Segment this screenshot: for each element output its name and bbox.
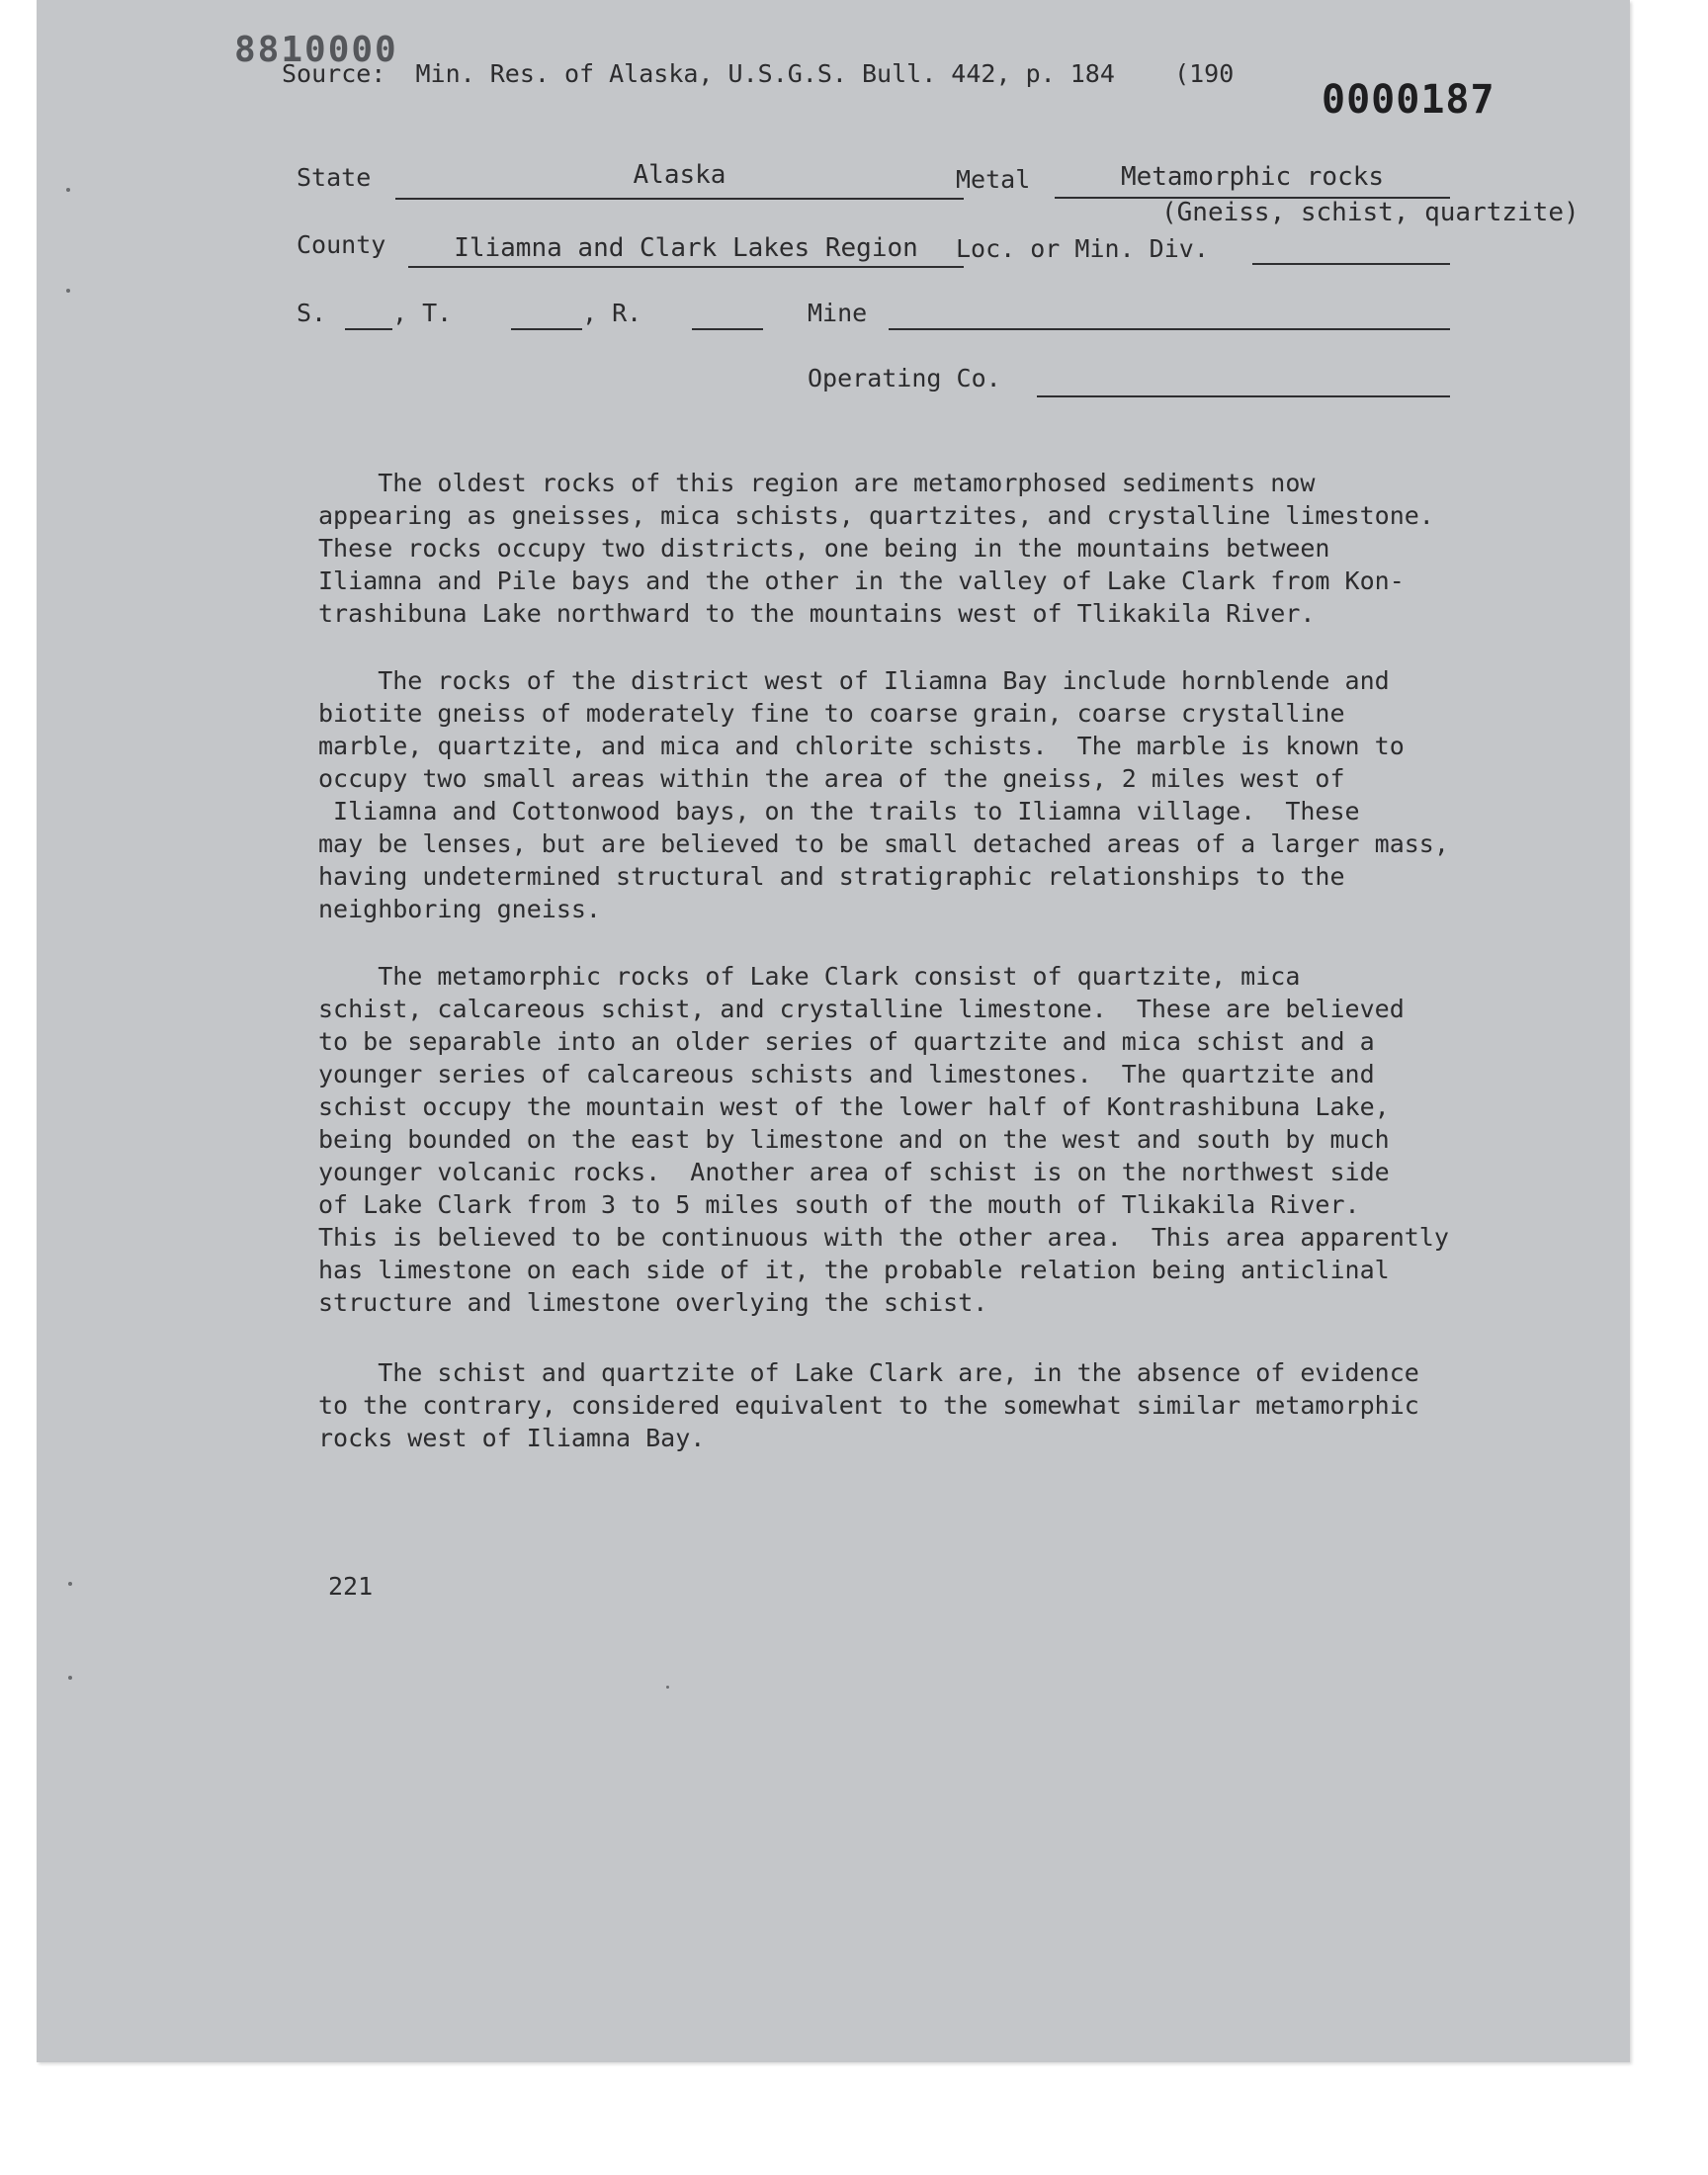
mine-label: Mine <box>808 299 868 327</box>
accession-stamp-left: 8810000 <box>234 30 398 70</box>
state-label: State <box>297 163 372 192</box>
page-number: 221 <box>328 1572 374 1601</box>
margin-speck <box>68 1676 72 1680</box>
loc-underline <box>1252 263 1450 265</box>
section-label: S. <box>297 299 327 327</box>
state-underline <box>395 198 964 200</box>
state-value: Alaska <box>633 160 726 190</box>
range-underline <box>692 328 763 330</box>
paragraph-1: The oldest rocks of this region are metamorphosed sediments now appearing as gneisses, mica schists, quartzites, and crystalline limestone. These rocks occupy two districts, one being in the mountains between Iliamna and Pile bays and the other in the valley of Lake Clark from Kon- trashibuna Lake northward to the mountains west of Tlikakila River. <box>318 469 1434 628</box>
range-label: , R. <box>582 299 642 327</box>
source-citation: Source: Min. Res. of Alaska, U.S.G.S. Bull. 442, p. 184 (190 <box>282 59 1235 88</box>
township-label: , T. <box>392 299 453 327</box>
margin-speck <box>66 188 70 192</box>
operating-co-label: Operating Co. <box>808 364 1001 392</box>
township-underline <box>511 328 582 330</box>
county-underline <box>408 266 964 268</box>
margin-speck <box>666 1686 669 1689</box>
paragraph-2: The rocks of the district west of Iliamna Bay include hornblende and biotite gneiss of moderately fine to coarse grain, coarse crystalline marble, quartzite, and mica and chlorite schists. The marble is known to occupy two small areas within the area of the gneiss, 2 miles west of Iliamna and Cottonwood bays, on the trails to Iliamna village. These may be lenses, but are believed to be small detached areas of a larger mass, having undetermined structural and stratigraphic relationships to the neighboring gneiss. <box>318 666 1449 923</box>
county-value: Iliamna and Clark Lakes Region <box>454 233 918 263</box>
margin-speck <box>66 289 70 293</box>
operating-co-underline <box>1037 395 1450 397</box>
metal-value: Metamorphic rocks <box>1120 162 1385 192</box>
metal-label: Metal <box>956 165 1031 194</box>
county-label: County <box>297 230 386 259</box>
document-page <box>37 0 1630 2062</box>
section-underline <box>345 328 392 330</box>
paragraph-3: The metamorphic rocks of Lake Clark consist of quartzite, mica schist, calcareous schist, and crystalline limestone. These are believed to be separable into an older series of quartzite and mica schist and a younger series of calcareous schists and limestones. The quartzite and schist occupy the mountain west of the lower half of Kontrashibuna Lake, being bounded on the east by limestone and on the west and south by much younger volcanic rocks. Another area of schist is on the northwest side of Lake Clark from 3 to 5 miles south of the mouth of Tlikakila River. This is believed to be continuous with the other area. This area apparently has limestone on each side of it, the probable relation being anticlinal structure and limestone overlying the schist. <box>318 962 1449 1317</box>
metal-note: (Gneiss, schist, quartzite) <box>1161 198 1580 227</box>
paragraph-4: The schist and quartzite of Lake Clark are, in the absence of evidence to the contrary, considered equivalent to the somewhat similar metamorphic rocks west of Iliamna Bay. <box>318 1358 1419 1452</box>
accession-stamp-right: 0000187 <box>1322 77 1495 123</box>
margin-speck <box>68 1582 72 1586</box>
loc-label: Loc. or Min. Div. <box>956 234 1209 263</box>
mine-underline <box>889 328 1450 330</box>
